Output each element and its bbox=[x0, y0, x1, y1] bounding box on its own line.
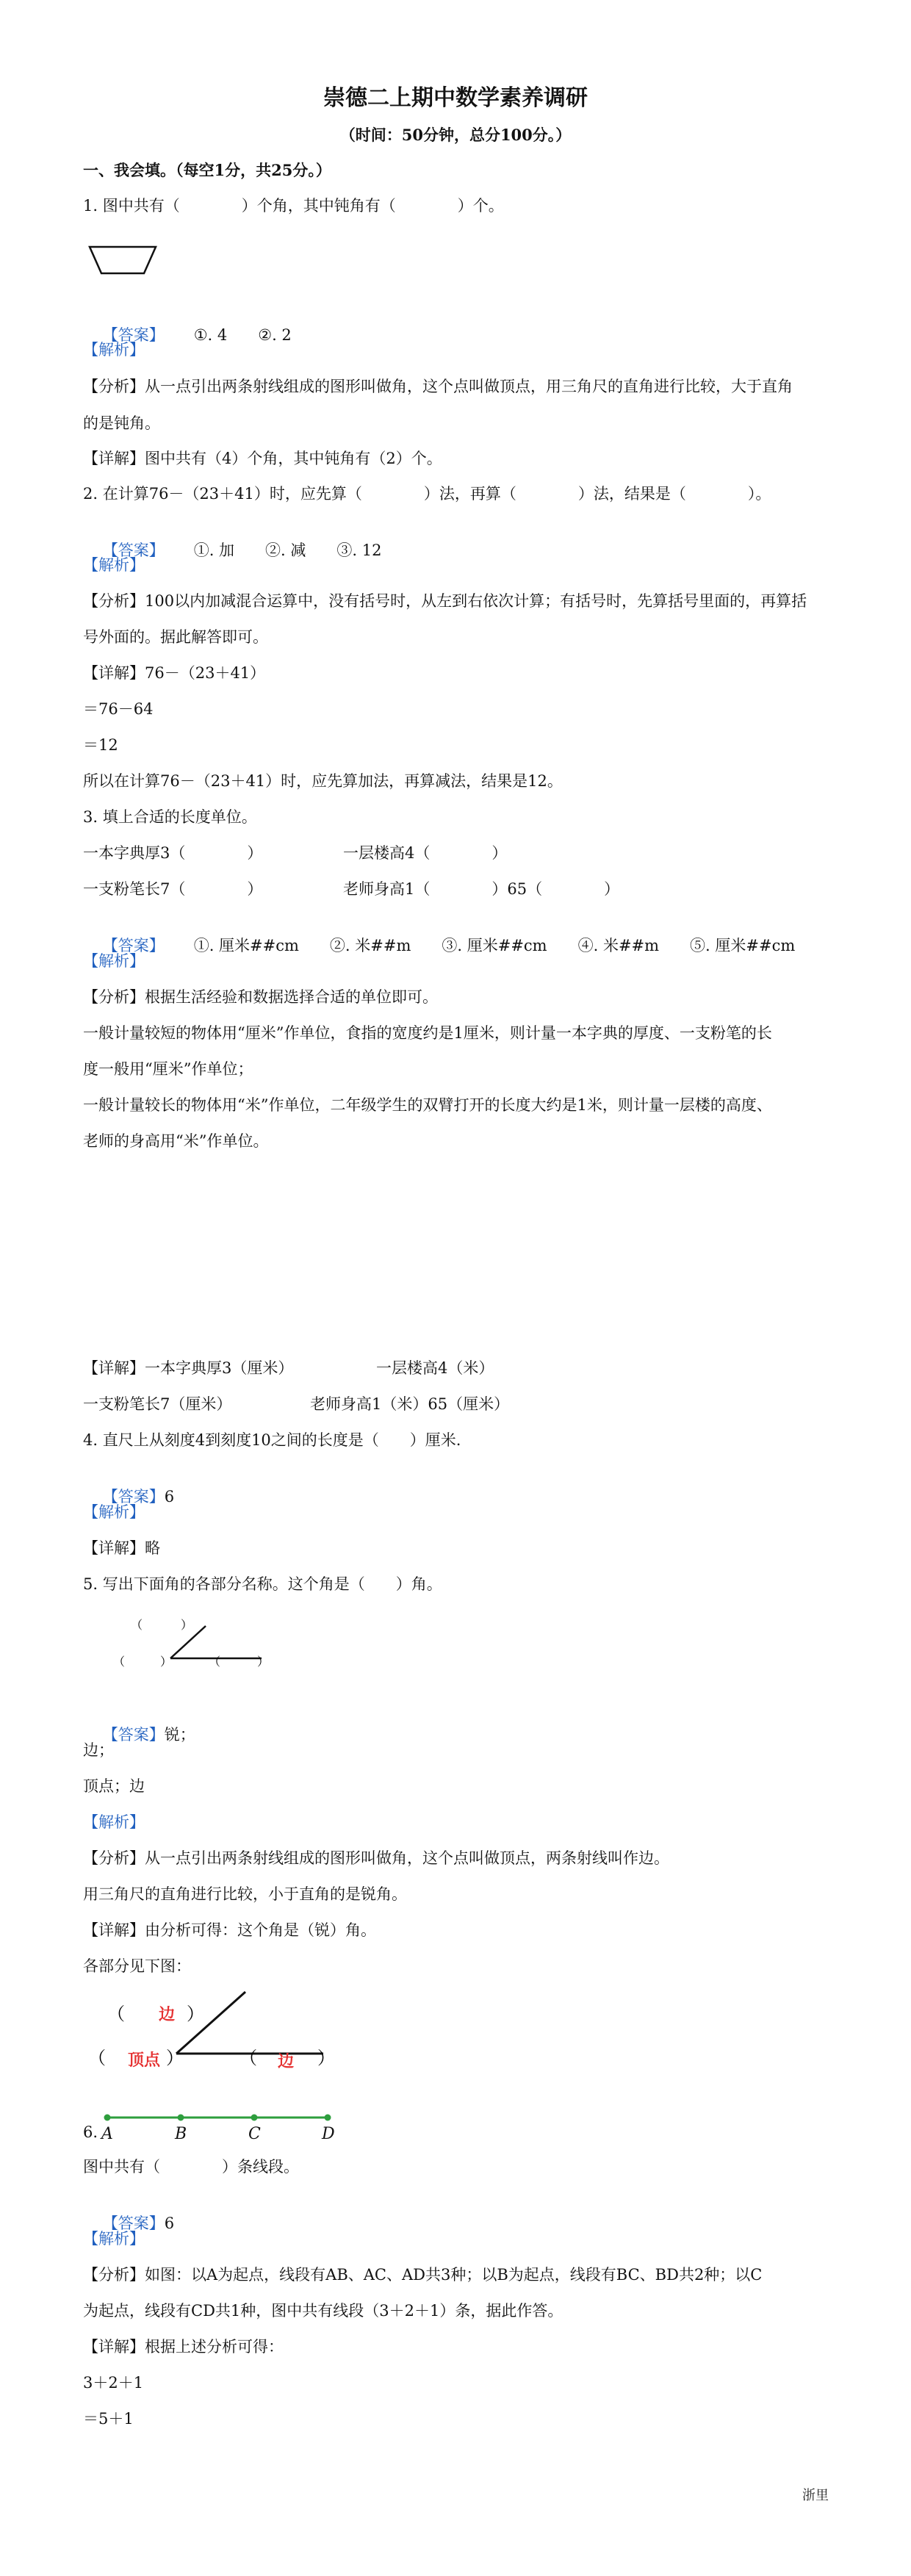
q3-fenxi-2: 一般计量较短的物体用“厘米”作单位，食指的宽度约是1厘米，则计量一本字典的厚度、一支粉笔的长 bbox=[83, 1024, 772, 1042]
q5-fenxi-1: 【分析】从一点引出两条射线组成的图形叫做角，这个点叫做顶点，两条射线叫作边。 bbox=[83, 1849, 669, 1867]
q1-stem: 1. 图中共有（ ）个角，其中钝角有（ ）个。 bbox=[83, 197, 504, 215]
q3-fenxi-4: 一般计量较长的物体用“米”作单位，二年级学生的双臂打开的长度大约是1米，则计量一层楼的高度、 bbox=[83, 1096, 772, 1114]
q2-fenxi-1: 【分析】100以内加减混合运算中，没有括号时，从左到右依次计算；有括号时，先算括号里面的，再算括 bbox=[83, 592, 807, 610]
q4-stem: 4. 直尺上从刻度4到刻度10之间的长度是（ ）厘米. bbox=[83, 1431, 461, 1449]
svg-text:）: ） bbox=[160, 1655, 173, 1669]
q6-num: 6. bbox=[83, 2123, 98, 2141]
q5-xiangjie: 【详解】由分析可得：这个角是（锐）角。 bbox=[83, 1921, 376, 1939]
q5-jiexi: 【解析】 bbox=[83, 1813, 145, 1831]
q4-jiexi: 【解析】 bbox=[83, 1503, 145, 1521]
point-b: B bbox=[175, 2125, 187, 2143]
page-title: 崇德二上期中数学素养调研 bbox=[323, 85, 588, 111]
svg-text:）: ） bbox=[181, 1618, 193, 1632]
trapezoid-figure bbox=[87, 242, 160, 279]
q1-fenxi-2: 的是钝角。 bbox=[83, 414, 160, 432]
point-c: C bbox=[248, 2125, 261, 2143]
svg-text:（: （ bbox=[113, 1655, 126, 1669]
svg-text:）: ） bbox=[187, 2004, 204, 2024]
q3-fenxi-3: 度一般用“厘米”作单位； bbox=[83, 1060, 253, 1078]
q6-xiangjie-2: 3＋2＋1 bbox=[83, 2374, 144, 2392]
q6-jiexi: 【解析】 bbox=[83, 2230, 145, 2248]
label-edge-bottom: 边 bbox=[278, 2052, 295, 2071]
q5-answer: 锐； bbox=[164, 1726, 195, 1744]
q2-fenxi-2: 号外面的。据此解答即可。 bbox=[83, 628, 268, 646]
q3-jiexi: 【解析】 bbox=[83, 952, 145, 970]
q3-xiangjie-d: 老师身高1（米）65（厘米） bbox=[310, 1395, 510, 1413]
svg-text:（: （ bbox=[88, 2048, 106, 2068]
q3-fenxi-1: 【分析】根据生活经验和数据选择合适的单位即可。 bbox=[83, 988, 438, 1006]
q5-answer-3: 顶点；边 bbox=[83, 1777, 145, 1795]
q6-stem: 图中共有（ ）条线段。 bbox=[83, 2158, 299, 2176]
q6-answer-tag: 【答案】 bbox=[102, 2215, 165, 2232]
svg-text:）: ） bbox=[257, 1655, 270, 1669]
svg-text:（: （ bbox=[107, 2004, 125, 2024]
svg-text:（: （ bbox=[131, 1618, 143, 1632]
q3-answer-tag: 【答案】 bbox=[102, 937, 165, 954]
q3-xiangjie-b: 一层楼高4（米） bbox=[376, 1359, 494, 1377]
q5-fenxi-2: 用三角尺的直角进行比较，小于直角的是锐角。 bbox=[83, 1885, 407, 1903]
q3-xiangjie-a: 【详解】一本字典厚3（厘米） bbox=[83, 1359, 294, 1377]
page-subtitle: （时间：50分钟，总分100分。） bbox=[339, 126, 572, 144]
q2-answer-tag: 【答案】 bbox=[102, 542, 165, 559]
q6-xiangjie-1: 【详解】根据上述分析可得： bbox=[83, 2338, 284, 2356]
q4-answer: 6 bbox=[164, 1488, 175, 1505]
svg-text:）: ） bbox=[317, 2048, 335, 2068]
q2-jiexi: 【解析】 bbox=[83, 556, 145, 574]
q2-xiangjie-3: ＝12 bbox=[83, 736, 118, 754]
q2-xiangjie-4: 所以在计算76－（23＋41）时，应先算加法，再算减法，结果是12。 bbox=[83, 772, 563, 790]
q3-fenxi-5: 老师的身高用“米”作单位。 bbox=[83, 1132, 269, 1150]
q3-row2-b: 老师身高1（ ）65（ ） bbox=[343, 880, 620, 898]
q6-answer: 6 bbox=[164, 2215, 175, 2232]
point-d: D bbox=[322, 2125, 335, 2143]
svg-text:）: ） bbox=[166, 2048, 184, 2068]
q1-jiexi: 【解析】 bbox=[83, 341, 145, 359]
angle-figure bbox=[110, 1613, 287, 1679]
q1-answer-tag: 【答案】 bbox=[102, 326, 165, 344]
q1-fenxi-1: 【分析】从一点引出两条射线组成的图形叫做角，这个点叫做顶点，用三角尺的直角进行比较，大于直角 bbox=[83, 378, 793, 395]
q2-xiangjie-1: 【详解】76－（23＋41） bbox=[83, 664, 266, 682]
q3-row2-a: 一支粉笔长7（ ） bbox=[83, 880, 263, 898]
q2-xiangjie-2: ＝76－64 bbox=[83, 700, 154, 718]
q3-row1-a: 一本字典厚3（ ） bbox=[83, 844, 263, 862]
q2-stem: 2. 在计算76－（23＋41）时，应先算（ ）法，再算（ ）法，结果是（ ）。 bbox=[83, 485, 771, 503]
q6-fenxi-1: 【分析】如图：以A为起点，线段有AB、AC、AD共3种；以B为起点，线段有BC、BD共2种；以C bbox=[83, 2266, 763, 2284]
q1-xiangjie: 【详解】图中共有（4）个角，其中钝角有（2）个。 bbox=[83, 450, 442, 467]
q3-stem: 3. 填上合适的长度单位。 bbox=[83, 808, 257, 826]
q6-fenxi-2: 为起点，线段有CD共1种，图中共有线段（3＋2＋1）条，据此作答。 bbox=[83, 2302, 563, 2320]
q4-xiangjie: 【详解】略 bbox=[83, 1539, 160, 1557]
q1-answer: ①. 4 ②. 2 bbox=[193, 326, 292, 344]
q5-answer-2: 边； bbox=[83, 1741, 114, 1759]
point-a: A bbox=[101, 2125, 113, 2143]
page-footer: 浙里 bbox=[802, 2488, 829, 2503]
angle-answer-figure bbox=[88, 1987, 338, 2076]
q5-figure-note: 各部分见下图： bbox=[83, 1957, 191, 1975]
svg-text:（: （ bbox=[209, 1655, 221, 1669]
q3-xiangjie-c: 一支粉笔长7（厘米） bbox=[83, 1395, 232, 1413]
label-edge-top: 边 bbox=[159, 2005, 176, 2024]
q5-answer-tag: 【答案】 bbox=[102, 1726, 165, 1744]
q2-answer: ①. 加 ②. 减 ③. 12 bbox=[193, 542, 382, 559]
q5-stem: 5. 写出下面角的各部分名称。这个角是（ ）角。 bbox=[83, 1575, 442, 1593]
q3-row1-b: 一层楼高4（ ） bbox=[343, 844, 508, 862]
segment-figure bbox=[100, 2103, 350, 2147]
q6-xiangjie-3: ＝5＋1 bbox=[83, 2410, 134, 2428]
q3-answer: ①. 厘米##cm ②. 米##m ③. 厘米##cm ④. 米##m ⑤. 厘米##cm bbox=[193, 937, 796, 954]
section-heading: 一、我会填。（每空1分，共25分。） bbox=[83, 161, 331, 179]
label-vertex: 顶点 bbox=[128, 2051, 161, 2070]
svg-text:（: （ bbox=[240, 2048, 257, 2068]
q4-answer-tag: 【答案】 bbox=[102, 1488, 165, 1505]
